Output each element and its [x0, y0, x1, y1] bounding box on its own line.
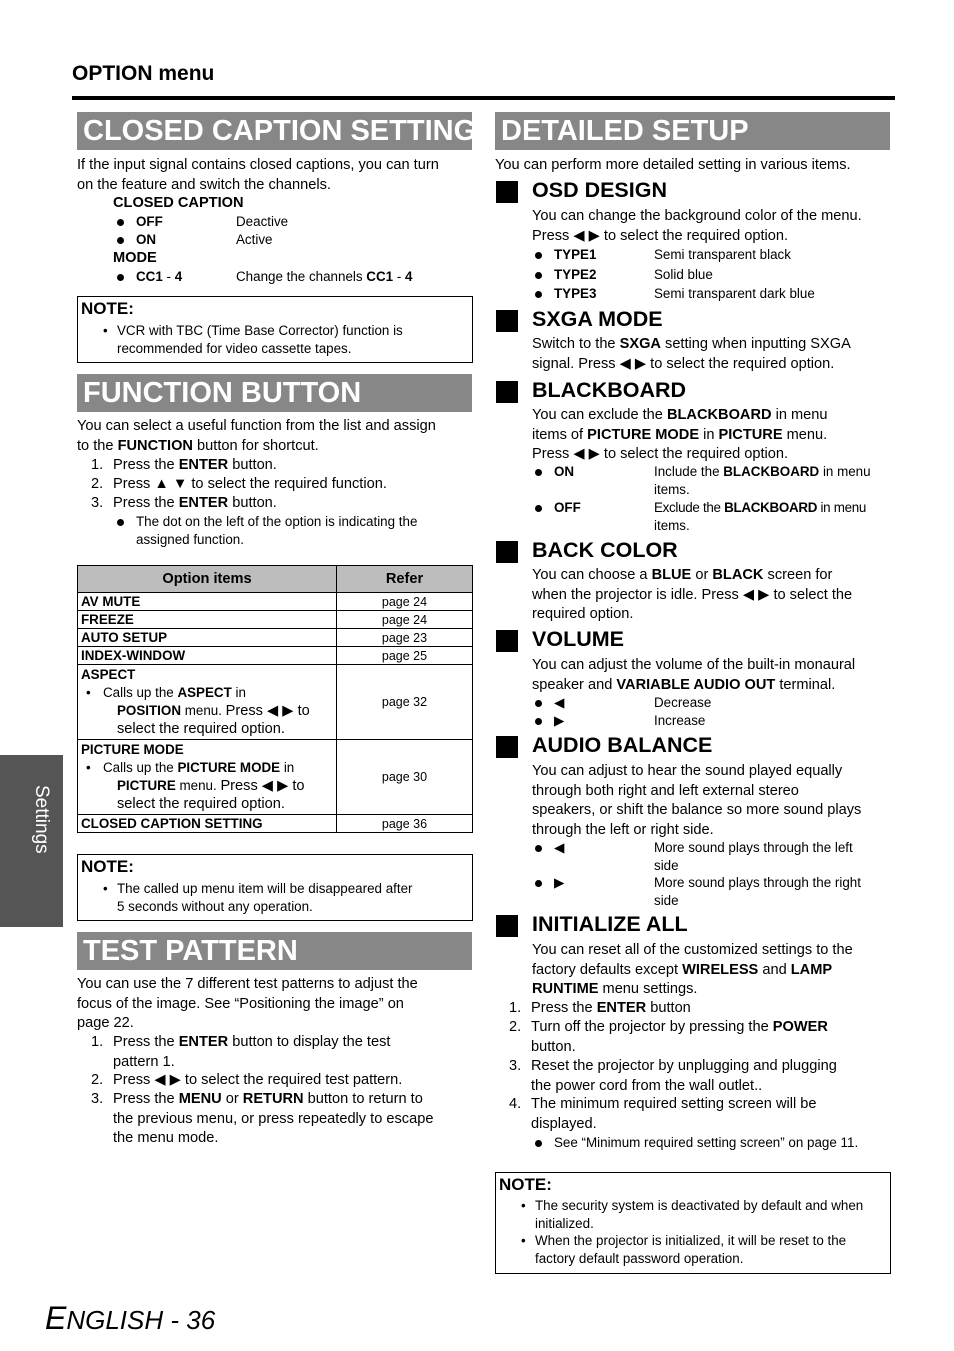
volume-decrease: Decrease [654, 695, 712, 710]
test-pattern-title: TEST PATTERN [77, 932, 472, 970]
note-box [77, 296, 473, 363]
sxga-mode-text: Switch to the SXGA setting when inputting SXGA signal. Press ◀ ▶ to select the required option. [532, 336, 851, 372]
step-text: Press the MENU or RETURN button to return to the previous menu, or press repeatedly to escape the menu mode. [113, 1091, 434, 1146]
table-row: FREEZE page 24 [78, 611, 473, 629]
option-table [77, 565, 473, 833]
blackboard-on: ON [554, 464, 575, 479]
bullet [535, 845, 542, 852]
table-row: ASPECT • Calls up the ASPECT in POSITION menu. Press ◀ ▶ to select the required option. page 32 [78, 665, 473, 740]
step-number: 3. [509, 1058, 522, 1074]
back-color-title: BACK COLOR [532, 538, 678, 562]
function-button-title: FUNCTION BUTTON [77, 374, 472, 412]
square-marker [496, 541, 518, 563]
cc-off-desc: Deactive [236, 214, 289, 229]
volume-text: You can adjust the volume of the built-in monaural speaker and VARIABLE AUDIO OUT terminal. [532, 657, 856, 693]
bullet [535, 272, 542, 279]
step-number: 1. [509, 1000, 522, 1016]
sxga-mode-title: SXGA MODE [532, 307, 663, 331]
bullet [535, 469, 542, 476]
cc-range: CC1 - 4 [136, 269, 183, 284]
detailed-setup-title: DETAILED SETUP [495, 112, 890, 150]
step-number: 3. [91, 495, 104, 511]
cc-off: OFF [136, 214, 163, 229]
note-text: The security system is deactivated by default and when initialized. [535, 1198, 864, 1231]
section-header: OPTION menu [72, 62, 215, 85]
note-box [495, 1172, 891, 1274]
left-arrow-icon: ◀ [554, 695, 565, 710]
dot-note: See “Minimum required setting screen” on page 11. [554, 1135, 859, 1150]
step-text: Turn off the projector by pressing the POWER button. [531, 1019, 828, 1055]
mode-label: MODE [113, 250, 157, 266]
step-text: Press the ENTER button. [113, 495, 277, 511]
square-marker [496, 310, 518, 332]
right-arrow-icon: ▶ [554, 713, 565, 728]
left-arrow-icon: ◀ [554, 840, 565, 855]
osd-design-text: You can change the background color of the menu. Press ◀ ▶ to select the required option. [532, 208, 862, 244]
audio-balance-text: You can adjust to hear the sound played equally through both right and left external stereo speakers, or shift the balance so more sound plays through the left or right side. [532, 763, 862, 838]
col-header-option: Option items [78, 566, 337, 593]
note-text: VCR with TBC (Time Base Corrector) function is recommended for video cassette tapes. [117, 323, 403, 356]
table-row: AV MUTE page 24 [78, 593, 473, 611]
bullet [535, 252, 542, 259]
osd-type2: TYPE2 [554, 267, 597, 282]
function-button-intro: You can select a useful function from the list and assign to the FUNCTION button for shortcut. [77, 418, 436, 454]
osd-type3-desc: Semi transparent dark blue [654, 286, 815, 301]
square-marker [496, 630, 518, 652]
balance-right-desc: More sound plays through the right side [654, 875, 861, 908]
bullet [535, 880, 542, 887]
step-text: Press ▲ ▼ to select the required function. [113, 476, 387, 492]
blackboard-off: OFF [554, 500, 581, 515]
note-text: When the projector is initialized, it will be reset to the factory default password operation. [535, 1233, 847, 1266]
header-rule [72, 96, 895, 100]
side-tab-label [12, 785, 52, 895]
blackboard-title: BLACKBOARD [532, 378, 687, 402]
bullet [117, 237, 124, 244]
volume-increase: Increase [654, 713, 706, 728]
side-tab-text: Settings [31, 785, 52, 854]
note-box [77, 854, 473, 921]
bullet [535, 700, 542, 707]
bullet [117, 519, 124, 526]
initialize-all-title: INITIALIZE ALL [532, 912, 688, 936]
osd-type3: TYPE3 [554, 286, 597, 301]
osd-type1-desc: Semi transparent black [654, 247, 791, 262]
note-title: NOTE: [499, 1175, 552, 1194]
right-arrow-icon: ▶ [554, 875, 565, 890]
cc-label: CLOSED CAPTION [113, 195, 244, 211]
page-footer: ENGLISH - 36 [45, 1300, 216, 1336]
col-header-refer: Refer [337, 566, 473, 593]
cc-range-desc: Change the channels CC1 - 4 [236, 269, 413, 284]
table-row: INDEX-WINDOW page 25 [78, 647, 473, 665]
step-number: 1. [91, 457, 104, 473]
note-title: NOTE: [81, 857, 134, 876]
cc-on: ON [136, 232, 157, 247]
detailed-setup-intro: You can perform more detailed setting in various items. [495, 157, 851, 173]
osd-type2-desc: Solid blue [654, 267, 713, 282]
step-text: Press the ENTER button. [113, 457, 277, 473]
blackboard-on-desc: Include the BLACKBOARD in menu items. [654, 464, 871, 497]
volume-title: VOLUME [532, 627, 624, 651]
note-title: NOTE: [81, 299, 134, 318]
closed-caption-title: CLOSED CAPTION SETTING [77, 112, 472, 150]
test-pattern-intro: You can use the 7 different test patterns to adjust the focus of the image. See “Positioning the image” on page 22. [77, 976, 418, 1031]
bullet [117, 274, 124, 281]
table-row: CLOSED CAPTION SETTING page 36 [78, 815, 473, 833]
cc-on-desc: Active [236, 232, 273, 247]
bullet [117, 219, 124, 226]
square-marker [496, 381, 518, 403]
note-bullet: • [103, 881, 108, 896]
step-text: The minimum required setting screen will be displayed. [531, 1096, 817, 1132]
note-bullet: • [521, 1233, 526, 1248]
step-number: 2. [509, 1019, 522, 1035]
square-marker [496, 181, 518, 203]
step-number: 3. [91, 1091, 104, 1107]
step-number: 1. [91, 1034, 104, 1050]
audio-balance-title: AUDIO BALANCE [532, 733, 713, 757]
bullet [535, 1140, 542, 1147]
balance-left-desc: More sound plays through the left side [654, 840, 853, 873]
square-marker [496, 736, 518, 758]
step-text: Press the ENTER button [531, 1000, 691, 1016]
note-text: The called up menu item will be disappeared after 5 seconds without any operation. [117, 881, 413, 914]
back-color-text: You can choose a BLUE or BLACK screen for when the projector is idle. Press ◀ ▶ to select the required option. [532, 567, 853, 622]
step-text: Reset the projector by unplugging and plugging the power cord from the wall outlet.. [531, 1058, 837, 1094]
table-row: PICTURE MODE • Calls up the PICTURE MODE in PICTURE menu. Press ◀ ▶ to select the required option. page 30 [78, 740, 473, 815]
bullet [535, 505, 542, 512]
dot-note: The dot on the left of the option is indicating the assigned function. [136, 514, 418, 547]
step-number: 2. [91, 476, 104, 492]
osd-type1: TYPE1 [554, 247, 597, 262]
blackboard-text: You can exclude the BLACKBOARD in menu items of PICTURE MODE in PICTURE menu. Press ◀ ▶ to select the required option. [532, 407, 828, 462]
bullet [535, 291, 542, 298]
closed-caption-intro: If the input signal contains closed captions, you can turn on the feature and switch the channels. [77, 157, 439, 193]
osd-design-title: OSD DESIGN [532, 178, 667, 202]
note-bullet: • [103, 323, 108, 338]
step-number: 4. [509, 1096, 522, 1112]
bullet [535, 718, 542, 725]
step-text: Press ◀ ▶ to select the required test pattern. [113, 1072, 403, 1088]
initialize-all-text: You can reset all of the customized settings to the factory defaults except WIRELESS and LAMP RUNTIME menu settings. [532, 942, 853, 997]
step-number: 2. [91, 1072, 104, 1088]
note-bullet: • [521, 1198, 526, 1213]
step-text: Press the ENTER button to display the test pattern 1. [113, 1034, 391, 1070]
square-marker [496, 915, 518, 937]
table-row: AUTO SETUP page 23 [78, 629, 473, 647]
blackboard-off-desc: Exclude the BLACKBOARD in menu items. [654, 500, 867, 533]
